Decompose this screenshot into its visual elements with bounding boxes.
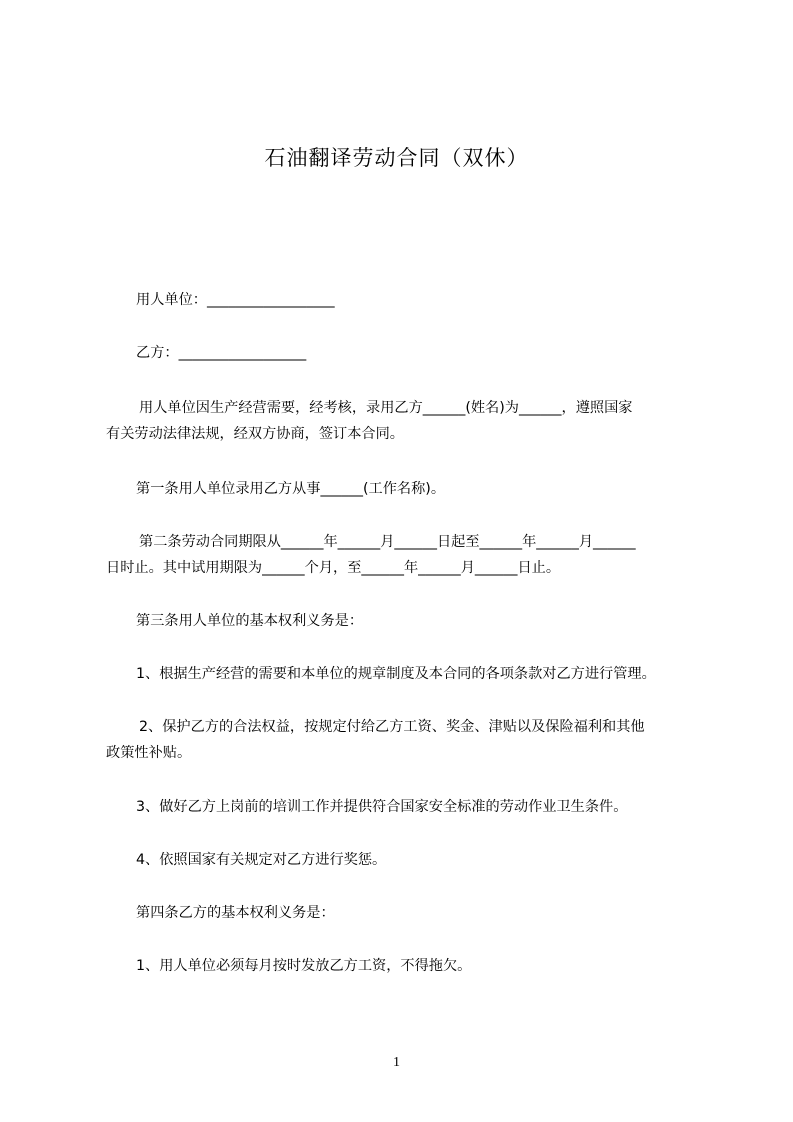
article-2-line-1: 第二条劳动合同期限从______年______月______日起至______年______月______ bbox=[139, 534, 636, 550]
article-2-paragraph bbox=[106, 529, 716, 581]
article-3-item-2-paragraph bbox=[106, 714, 716, 766]
article-3-item-4: 4、依照国家有关规定对乙方进行奖惩。 bbox=[136, 852, 387, 868]
intro-line-2: 有关劳动法律法规，经双方协商，签订本合同。 bbox=[106, 426, 404, 442]
article-3-item-2-line-1: 2、保护乙方的合法权益，按规定付给乙方工资、奖金、津贴以及保险福利和其他 bbox=[139, 719, 645, 735]
article-2-line-2: 日时止。其中试用期限为______个月，至______年______月______日止。 bbox=[106, 560, 561, 576]
article-4-heading: 第四条乙方的基本权利义务是： bbox=[136, 905, 335, 921]
article-3-item-1: 1、根据生产经营的需要和本单位的规章制度及本合同的各项条款对乙方进行管理。 bbox=[136, 666, 656, 682]
intro-paragraph bbox=[106, 395, 716, 447]
document-title: 石油翻译劳动合同（双休） bbox=[264, 146, 529, 170]
article-3-heading: 第三条用人单位的基本权利义务是： bbox=[136, 613, 364, 629]
article-3-item-2-line-2: 政策性补贴。 bbox=[106, 745, 192, 761]
intro-line-1: 用人单位因生产经营需要，经考核，录用乙方______(姓名)为______，遵照国家 bbox=[139, 400, 633, 416]
party-b-line: 乙方：__________________ bbox=[136, 345, 307, 361]
page-number: 1 bbox=[393, 1055, 400, 1070]
article-1: 第一条用人单位录用乙方从事______(工作名称)。 bbox=[136, 481, 446, 497]
employer-line: 用人单位：__________________ bbox=[136, 292, 335, 308]
article-4-item-1: 1、用人单位必须每月按时发放乙方工资，不得拖欠。 bbox=[136, 958, 472, 974]
article-3-item-3: 3、做好乙方上岗前的培训工作并提供符合国家安全标准的劳动作业卫生条件。 bbox=[136, 799, 628, 815]
